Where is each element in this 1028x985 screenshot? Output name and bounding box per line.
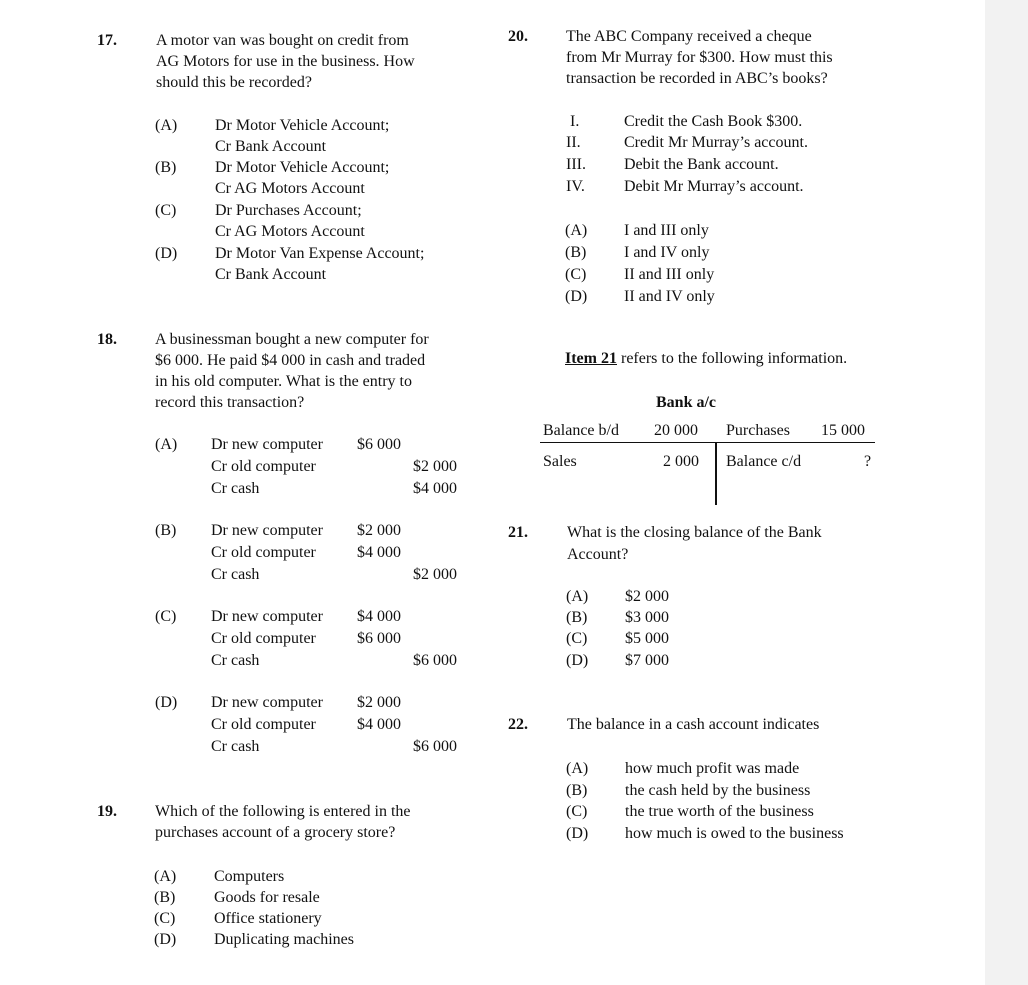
question-number: 17. [97, 32, 117, 49]
option-label: (D) [566, 825, 589, 842]
option-label: (D) [565, 288, 588, 305]
option-label: (B) [155, 159, 177, 176]
option-label: (B) [565, 244, 587, 261]
option-label: (A) [566, 588, 589, 605]
question-stem-line: should this be recorded? [156, 74, 312, 91]
entry-debit: $6 000 [357, 630, 401, 647]
item-21-intro [565, 348, 847, 370]
debit-entry-label: Sales [543, 453, 577, 470]
question-stem-line: in his old computer. What is the entry to [155, 373, 412, 390]
option-label: (D) [154, 931, 177, 948]
option-text: Dr Motor Vehicle Account; [215, 159, 390, 176]
debit-entry-amount: 20 000 [654, 422, 698, 439]
option-text: how much profit was made [625, 760, 800, 777]
debit-entry-label: Balance b/d [543, 422, 619, 439]
option-text: Duplicating machines [214, 931, 354, 948]
item-reference: Item 21 [565, 350, 617, 367]
t-account-vertical-line [715, 443, 717, 505]
entry-credit: $6 000 [413, 652, 457, 669]
entry-account: Cr cash [211, 652, 260, 669]
entry-debit: $4 000 [357, 608, 401, 625]
credit-entry-amount: 15 000 [821, 422, 865, 439]
entry-debit: $2 000 [357, 694, 401, 711]
option-label: (B) [566, 782, 588, 799]
option-label: (B) [155, 522, 177, 539]
entry-account: Dr new computer [211, 608, 323, 625]
entry-account: Dr new computer [211, 694, 323, 711]
option-label: (C) [155, 202, 177, 219]
item-intro-text: refers to the following information. [616, 350, 848, 367]
option-text: Cr Bank Account [215, 138, 327, 155]
statement-text: Credit Mr Murray’s account. [624, 134, 808, 151]
question-stem-line: What is the closing balance of the Bank [567, 524, 822, 541]
option-label: (C) [154, 910, 176, 927]
entry-account: Cr old computer [211, 630, 316, 647]
question-number: 18. [97, 331, 117, 348]
question-stem-line: $6 000. He paid $4 000 in cash and traded [155, 352, 426, 369]
question-stem-line: purchases account of a grocery store? [155, 824, 396, 841]
option-text: the cash held by the business [625, 782, 811, 799]
question-number: 20. [508, 28, 528, 45]
option-text: Office stationery [214, 910, 322, 927]
option-text: II and III only [624, 266, 715, 283]
entry-debit: $4 000 [357, 544, 401, 561]
question-stem-line: A motor van was bought on credit from [156, 32, 409, 49]
credit-entry-amount: ? [864, 453, 872, 470]
option-label: (A) [155, 436, 178, 453]
entry-account: Dr new computer [211, 522, 323, 539]
question-stem-line: The balance in a cash account indicates [567, 716, 820, 733]
option-label: (A) [154, 868, 177, 885]
statement-number: II. [566, 134, 581, 151]
option-text: how much is owed to the business [625, 825, 844, 842]
option-text: $5 000 [625, 630, 669, 647]
entry-credit: $6 000 [413, 738, 457, 755]
option-text: Goods for resale [214, 889, 320, 906]
option-text: Computers [214, 868, 285, 885]
entry-credit: $2 000 [413, 566, 457, 583]
entry-account: Cr old computer [211, 716, 316, 733]
statement-number: IV. [566, 178, 585, 195]
question-stem-line: from Mr Murray for $300. How must this [566, 49, 833, 66]
option-text: $7 000 [625, 652, 669, 669]
question-stem-line: Which of the following is entered in the [155, 803, 411, 820]
option-label: (A) [565, 222, 588, 239]
account-title: Bank a/c [656, 394, 717, 411]
entry-credit: $2 000 [413, 458, 457, 475]
entry-debit: $2 000 [357, 522, 401, 539]
statement-text: Credit the Cash Book $300. [624, 113, 803, 130]
credit-entry-label: Balance c/d [726, 453, 802, 470]
question-stem-line: AG Motors for use in the business. How [156, 53, 415, 70]
entry-debit: $4 000 [357, 716, 401, 733]
option-label: (B) [566, 609, 588, 626]
option-text: I and III only [624, 222, 709, 239]
entry-account: Cr cash [211, 566, 260, 583]
option-text: Dr Motor Vehicle Account; [215, 117, 390, 134]
entry-account: Cr old computer [211, 544, 316, 561]
question-stem-line: The ABC Company received a cheque [566, 28, 812, 45]
option-text: Cr AG Motors Account [215, 223, 365, 240]
entry-debit: $6 000 [357, 436, 401, 453]
option-label: (B) [154, 889, 176, 906]
option-text: $2 000 [625, 588, 669, 605]
option-text: the true worth of the business [625, 803, 814, 820]
entry-account: Cr old computer [211, 458, 316, 475]
debit-entry-amount: 2 000 [663, 453, 699, 470]
entry-credit: $4 000 [413, 480, 457, 497]
option-label: (D) [155, 245, 178, 262]
entry-account: Cr cash [211, 480, 260, 497]
statement-number: I. [570, 113, 580, 130]
entry-account: Cr cash [211, 738, 260, 755]
question-number: 22. [508, 716, 528, 733]
entry-account: Dr new computer [211, 436, 323, 453]
question-number: 21. [508, 524, 528, 541]
option-text: Cr AG Motors Account [215, 180, 365, 197]
option-label: (A) [566, 760, 589, 777]
question-stem-line: transaction be recorded in ABC’s books? [566, 70, 828, 87]
question-number: 19. [97, 803, 117, 820]
option-label: (C) [565, 266, 587, 283]
question-stem-line: record this transaction? [155, 394, 305, 411]
option-text: $3 000 [625, 609, 669, 626]
option-label: (C) [566, 803, 588, 820]
option-label: (A) [155, 117, 178, 134]
question-stem-line: A businessman bought a new computer for [155, 331, 429, 348]
option-label: (D) [155, 694, 178, 711]
statement-text: Debit Mr Murray’s account. [624, 178, 804, 195]
option-text: II and IV only [624, 288, 715, 305]
option-text: Dr Purchases Account; [215, 202, 362, 219]
option-label: (C) [566, 630, 588, 647]
option-label: (C) [155, 608, 177, 625]
statement-text: Debit the Bank account. [624, 156, 779, 173]
credit-entry-label: Purchases [726, 422, 790, 439]
question-stem-line: Account? [567, 546, 629, 563]
option-text: I and IV only [624, 244, 710, 261]
t-account-horizontal-line [540, 442, 875, 443]
option-text: Cr Bank Account [215, 266, 327, 283]
statement-number: III. [566, 156, 586, 173]
option-text: Dr Motor Van Expense Account; [215, 245, 425, 262]
option-label: (D) [566, 652, 589, 669]
